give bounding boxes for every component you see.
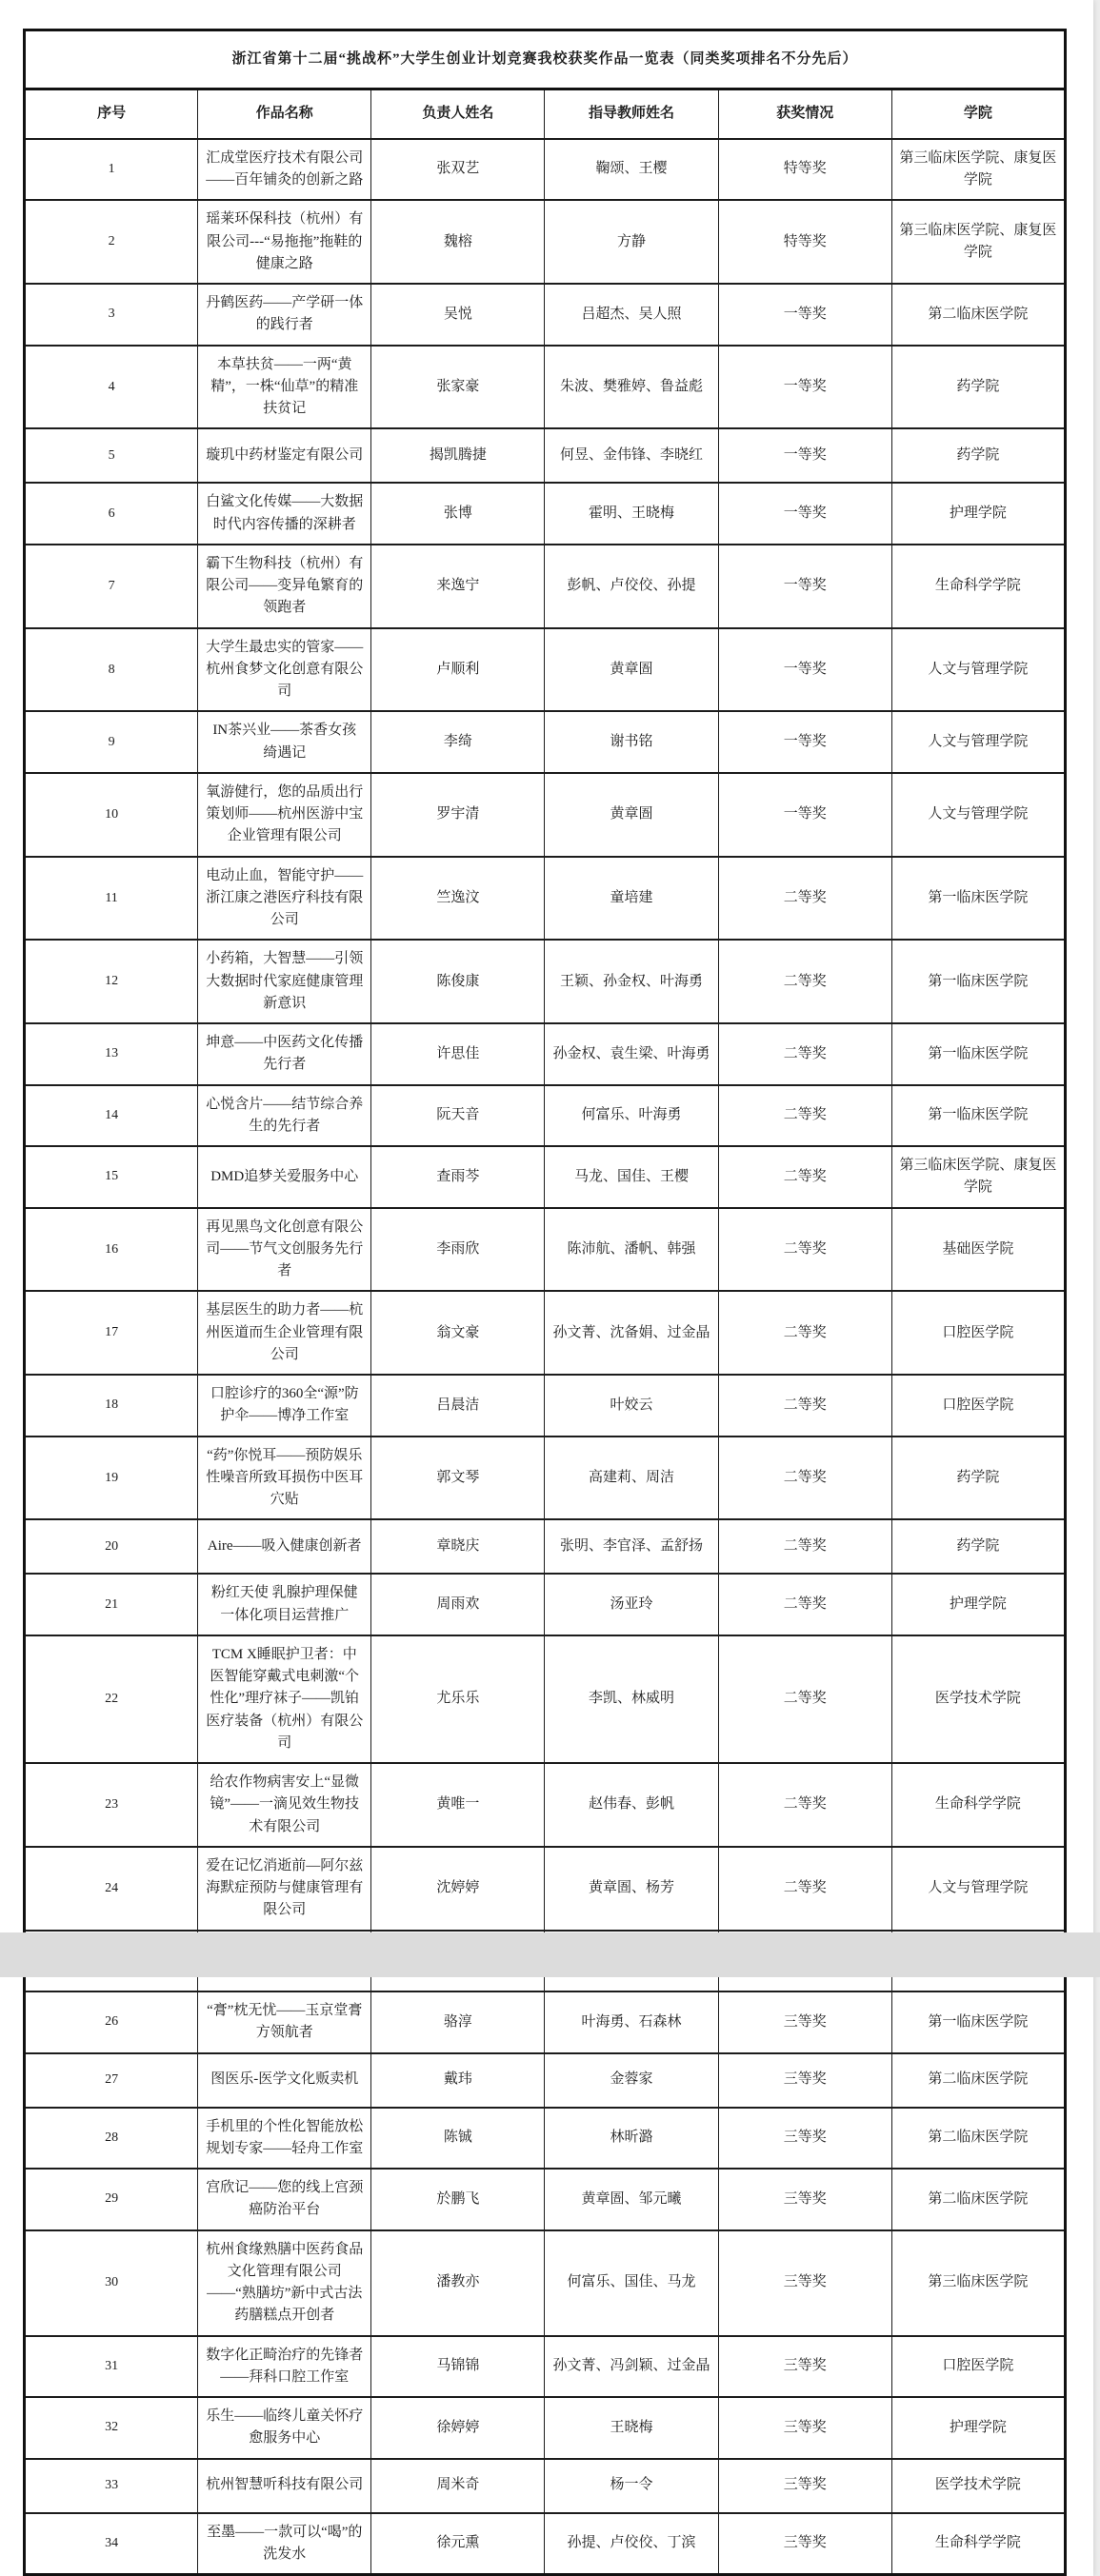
cell-award: 二等奖 [718,857,891,941]
cell-no: 13 [25,1023,198,1085]
cell-teacher: 高建莉、周洁 [545,1437,718,1520]
cell-work: 霸下生物科技（杭州）有限公司——变异龟繁育的领跑者 [198,545,371,628]
cell-award: 一等奖 [718,711,891,773]
cell-teacher: 谢书铭 [545,711,718,773]
cell-college: 医学技术学院 [891,1635,1065,1763]
column-header-award: 获奖情况 [718,89,891,139]
cell-no: 16 [25,1208,198,1292]
cell-no: 21 [25,1574,198,1635]
table-row [25,2459,1066,2513]
cell-work: 电动止血，智能守护——浙江康之港医疗科技有限公司 [198,857,371,941]
page-title: 浙江省第十二届“挑战杯”大学生创业计划竞赛我校获奖作品一览表（同类奖项排名不分先后） [25,30,1066,89]
cell-college: 第三临床医学院、康复医学院 [891,139,1065,201]
cell-award: 三等奖 [718,2169,891,2230]
cell-leader: 魏榕 [371,200,545,284]
table-row [25,1763,1066,1847]
cell-work: 数字化正畸治疗的先锋者——拜科口腔工作室 [198,2336,371,2398]
cell-work: 粉红天使 乳腺护理保健一体化项目运营推广 [198,1574,371,1635]
cell-award: 二等奖 [718,1519,891,1574]
table-row [25,1519,1066,1574]
cell-work: “膏”枕无忧——玉京堂膏方领航者 [198,1991,371,2053]
cell-leader: 陈俊康 [371,940,545,1023]
cell-no: 5 [25,428,198,483]
table-row [25,1291,1066,1375]
cell-leader: 潘教亦 [371,2230,545,2336]
table-row [25,139,1066,201]
cell-teacher: 赵伟春、彭帆 [545,1763,718,1847]
table-row [25,1023,1066,1085]
cell-teacher: 彭帆、卢佼佼、孙提 [545,545,718,628]
cell-no: 6 [25,483,198,545]
cell-college: 药学院 [891,1437,1065,1520]
cell-college: 药学院 [891,346,1065,429]
cell-teacher: 黄章圄 [545,773,718,857]
cell-college: 人文与管理学院 [891,711,1065,773]
cell-teacher: 鞠颂、王樱 [545,139,718,201]
cell-leader: 黄唯一 [371,1763,545,1847]
cell-work: 至墨——一款可以“喝”的洗发水 [198,2513,371,2575]
cell-teacher: 张明、李官泽、孟舒扬 [545,1519,718,1574]
cell-award: 一等奖 [718,284,891,346]
table-row [25,2513,1066,2575]
cell-college: 第一临床医学院 [891,1085,1065,1147]
column-header-no: 序号 [25,89,198,139]
cell-leader: 许思佳 [371,1023,545,1085]
cell-work: TCM X睡眠护卫者：中医智能穿戴式电刺激“个性化”理疗袜子——凯铂医疗装备（杭州）有限公司 [198,1635,371,1763]
cell-award: 二等奖 [718,1635,891,1763]
cell-leader: 张双艺 [371,139,545,201]
cell-college: 护理学院 [891,1574,1065,1635]
cell-leader: 於鹏飞 [371,2169,545,2230]
cell-leader: 阮天音 [371,1085,545,1147]
cell-college: 第二临床医学院 [891,2108,1065,2170]
table-row [25,200,1066,284]
cell-award: 二等奖 [718,1375,891,1437]
cell-work: 基层医生的助力者——杭州医道而生企业管理有限公司 [198,1291,371,1375]
cell-work: 心悦含片——结节综合养生的先行者 [198,1085,371,1147]
cell-teacher: 马龙、国佳、王樱 [545,1146,718,1208]
cell-college: 口腔医学院 [891,1291,1065,1375]
cell-teacher: 孙文菁、沈备娟、过金晶 [545,1291,718,1375]
cell-award: 二等奖 [718,1574,891,1635]
cell-work: 杭州食缘熟膳中医药食品文化管理有限公司——“熟膳坊”新中式古法药膳糕点开创者 [198,2230,371,2336]
cell-college: 第一临床医学院 [891,857,1065,941]
cell-award: 三等奖 [718,2513,891,2575]
cell-work: 给农作物病害安上“显微镜”——一滴见效生物技术有限公司 [198,1763,371,1847]
cell-college: 第二临床医学院 [891,284,1065,346]
column-header-work: 作品名称 [198,89,371,139]
cell-work: 本草扶贫——一两“黄精”，一株“仙草”的精准扶贫记 [198,346,371,429]
cell-college: 护理学院 [891,2397,1065,2459]
cell-teacher: 黄章圄 [545,628,718,712]
cell-work: Aire——吸入健康创新者 [198,1519,371,1574]
cell-no: 1 [25,139,198,201]
cell-no: 15 [25,1146,198,1208]
title-row [25,30,1066,89]
cell-no: 11 [25,857,198,941]
cell-leader: 骆淳 [371,1991,545,2053]
cell-award: 二等奖 [718,1023,891,1085]
header-row [25,89,1066,139]
table-row [25,1375,1066,1437]
cell-work: 小药箱，大智慧——引领大数据时代家庭健康管理新意识 [198,940,371,1023]
table-row [25,2108,1066,2170]
cell-no: 23 [25,1763,198,1847]
cell-teacher: 孙文菁、冯剑颖、过金晶 [545,2336,718,2398]
cell-no: 26 [25,1991,198,2053]
cell-leader: 张博 [371,483,545,545]
cell-no: 10 [25,773,198,857]
cell-work: 丹鹤医药——产学研一体的践行者 [198,284,371,346]
cell-leader: 李雨欣 [371,1208,545,1292]
cell-leader: 马锦锦 [371,2336,545,2398]
cell-award: 三等奖 [718,2336,891,2398]
cell-leader: 吴悦 [371,284,545,346]
cell-college: 生命科学学院 [891,2513,1065,2575]
cell-award: 二等奖 [718,940,891,1023]
cell-no: 7 [25,545,198,628]
cell-work: 口腔诊疗的360全“源”防护伞——博净工作室 [198,1375,371,1437]
table-row [25,628,1066,712]
cell-work: 瑶莱环保科技（杭州）有限公司---“易拖拖”拖鞋的健康之路 [198,200,371,284]
cell-no: 28 [25,2108,198,2170]
cell-college: 口腔医学院 [891,2336,1065,2398]
cell-college: 基础医学院 [891,1208,1065,1292]
table-row [25,857,1066,941]
cell-award: 特等奖 [718,139,891,201]
cell-college: 医学技术学院 [891,2459,1065,2513]
cell-no: 29 [25,2169,198,2230]
cell-work: 杭州智慧听科技有限公司 [198,2459,371,2513]
cell-award: 三等奖 [718,1991,891,2053]
column-header-college: 学院 [891,89,1065,139]
cell-leader: 郭文琴 [371,1437,545,1520]
cell-leader: 徐婷婷 [371,2397,545,2459]
cell-college: 药学院 [891,1519,1065,1574]
cell-work: 璇玑中药材鉴定有限公司 [198,428,371,483]
cell-no: 9 [25,711,198,773]
cell-teacher: 叶姣云 [545,1375,718,1437]
cell-award: 一等奖 [718,346,891,429]
cell-award: 一等奖 [718,428,891,483]
cell-no: 2 [25,200,198,284]
cell-college: 药学院 [891,428,1065,483]
cell-college: 第一临床医学院 [891,940,1065,1023]
table-body [25,139,1066,2575]
table-row [25,1085,1066,1147]
cell-work: 爱在记忆消逝前—阿尔兹海默症预防与健康管理有限公司 [198,1847,371,1931]
cell-no: 31 [25,2336,198,2398]
cell-work: 手机里的个性化智能放松规划专家——轻舟工作室 [198,2108,371,2170]
table-row [25,1146,1066,1208]
cell-leader: 来逸宁 [371,545,545,628]
cell-teacher: 吕超杰、吴人照 [545,284,718,346]
cell-leader: 尤乐乐 [371,1635,545,1763]
cell-teacher: 方静 [545,200,718,284]
cell-college: 第三临床医学院 [891,2230,1065,2336]
cell-teacher: 霍明、王晓梅 [545,483,718,545]
cell-award: 三等奖 [718,2053,891,2108]
cell-teacher: 陈沛航、潘帆、韩强 [545,1208,718,1292]
cell-teacher: 黄章圄、杨芳 [545,1847,718,1931]
cell-no: 17 [25,1291,198,1375]
cell-teacher: 金蓉家 [545,2053,718,2108]
cell-no: 12 [25,940,198,1023]
cell-leader: 陈铖 [371,2108,545,2170]
cell-award: 二等奖 [718,1085,891,1147]
cell-no: 8 [25,628,198,712]
cell-teacher: 汤亚玲 [545,1574,718,1635]
cell-award: 三等奖 [718,2459,891,2513]
table-row [25,1635,1066,1763]
cell-teacher: 杨一令 [545,2459,718,2513]
cell-no: 27 [25,2053,198,2108]
cell-teacher: 王颖、孙金权、叶海勇 [545,940,718,1023]
cell-teacher: 何富乐、叶海勇 [545,1085,718,1147]
cell-no: 14 [25,1085,198,1147]
table-row [25,940,1066,1023]
cell-award: 一等奖 [718,628,891,712]
cell-teacher: 叶海勇、石森林 [545,1991,718,2053]
cell-work: 汇成堂医疗技术有限公司——百年铺灸的创新之路 [198,139,371,201]
cell-leader: 章晓庆 [371,1519,545,1574]
cell-college: 第一临床医学院 [891,1991,1065,2053]
cell-award: 特等奖 [718,200,891,284]
table-row [25,773,1066,857]
cell-leader: 竺逸汶 [371,857,545,941]
cell-no: 30 [25,2230,198,2336]
cell-award: 一等奖 [718,773,891,857]
cell-leader: 戴玮 [371,2053,545,2108]
cell-award: 三等奖 [718,2230,891,2336]
cell-work: 宫欣记——您的线上宫颈癌防治平台 [198,2169,371,2230]
cell-leader: 沈婷婷 [371,1847,545,1931]
table-row [25,1574,1066,1635]
cell-leader: 徐元熏 [371,2513,545,2575]
table-row [25,1991,1066,2053]
table-row [25,2397,1066,2459]
cell-leader: 张家豪 [371,346,545,429]
table-row [25,284,1066,346]
cell-college: 人文与管理学院 [891,1847,1065,1931]
cell-work: “药”你悦耳——预防娱乐性噪音所致耳损伤中医耳穴贴 [198,1437,371,1520]
cell-award: 二等奖 [718,1146,891,1208]
cell-award: 三等奖 [718,2108,891,2170]
table-row [25,2336,1066,2398]
cell-college: 生命科学学院 [891,545,1065,628]
cell-award: 二等奖 [718,1291,891,1375]
cell-work: IN茶兴业——茶香女孩绮遇记 [198,711,371,773]
cell-award: 二等奖 [718,1437,891,1520]
cell-no: 18 [25,1375,198,1437]
cell-no: 3 [25,284,198,346]
cell-no: 24 [25,1847,198,1931]
cell-award: 二等奖 [718,1847,891,1931]
table-row [25,346,1066,429]
cell-no: 19 [25,1437,198,1520]
cell-work: 图医乐-医学文化贩卖机 [198,2053,371,2108]
cell-no: 4 [25,346,198,429]
page-bottom-margin [0,1932,1100,1977]
cell-work: 坤意——中医药文化传播先行者 [198,1023,371,1085]
cell-leader: 李绮 [371,711,545,773]
cell-work: 大学生最忠实的管家——杭州食梦文化创意有限公司 [198,628,371,712]
cell-work: 氧游健行，您的品质出行策划师——杭州医游中宝企业管理有限公司 [198,773,371,857]
table-row [25,428,1066,483]
cell-teacher: 孙金权、袁生梁、叶海勇 [545,1023,718,1085]
cell-college: 人文与管理学院 [891,773,1065,857]
cell-teacher: 何昱、金伟锋、李晓红 [545,428,718,483]
cell-college: 护理学院 [891,483,1065,545]
table-row [25,1847,1066,1931]
cell-teacher: 童培建 [545,857,718,941]
cell-award: 一等奖 [718,545,891,628]
cell-college: 生命科学学院 [891,1763,1065,1847]
cell-work: DMD追梦关爱服务中心 [198,1146,371,1208]
cell-award: 三等奖 [718,2397,891,2459]
cell-teacher: 李凯、林威明 [545,1635,718,1763]
cell-college: 口腔医学院 [891,1375,1065,1437]
table-row [25,545,1066,628]
cell-no: 22 [25,1635,198,1763]
cell-work: 乐生——临终儿童关怀疗愈服务中心 [198,2397,371,2459]
cell-leader: 翁文豪 [371,1291,545,1375]
cell-teacher: 林昕潞 [545,2108,718,2170]
table-row [25,2230,1066,2336]
cell-college: 第一临床医学院 [891,1023,1065,1085]
cell-teacher: 何富乐、国佳、马龙 [545,2230,718,2336]
cell-leader: 卢顺利 [371,628,545,712]
cell-no: 32 [25,2397,198,2459]
table-row [25,483,1066,545]
cell-leader: 揭凯腾捷 [371,428,545,483]
column-header-teacher: 指导教师姓名 [545,89,718,139]
column-header-leader: 负责人姓名 [371,89,545,139]
table-row [25,2053,1066,2108]
cell-award: 一等奖 [718,483,891,545]
cell-college: 第二临床医学院 [891,2169,1065,2230]
table-row [25,1437,1066,1520]
cell-college: 第三临床医学院、康复医学院 [891,1146,1065,1208]
cell-leader: 周雨欢 [371,1574,545,1635]
cell-leader: 罗宇清 [371,773,545,857]
cell-no: 20 [25,1519,198,1574]
cell-teacher: 孙提、卢佼佼、丁滨 [545,2513,718,2575]
cell-leader: 查雨芩 [371,1146,545,1208]
cell-college: 第二临床医学院 [891,2053,1065,2108]
cell-college: 人文与管理学院 [891,628,1065,712]
award-table [23,29,1067,2576]
cell-leader: 周米奇 [371,2459,545,2513]
cell-award: 二等奖 [718,1208,891,1292]
table-row [25,1208,1066,1292]
cell-teacher: 朱波、樊雅婷、鲁益彪 [545,346,718,429]
cell-award: 二等奖 [718,1763,891,1847]
table-row [25,711,1066,773]
cell-teacher: 黄章圄、邹元曦 [545,2169,718,2230]
cell-teacher: 王晓梅 [545,2397,718,2459]
cell-no: 33 [25,2459,198,2513]
cell-leader: 吕晨洁 [371,1375,545,1437]
cell-work: 白鲨文化传媒——大数据时代内容传播的深耕者 [198,483,371,545]
cell-college: 第三临床医学院、康复医学院 [891,200,1065,284]
table-head [25,30,1066,139]
cell-no: 34 [25,2513,198,2575]
cell-work: 再见黑鸟文化创意有限公司——节气文创服务先行者 [198,1208,371,1292]
table-row [25,2169,1066,2230]
